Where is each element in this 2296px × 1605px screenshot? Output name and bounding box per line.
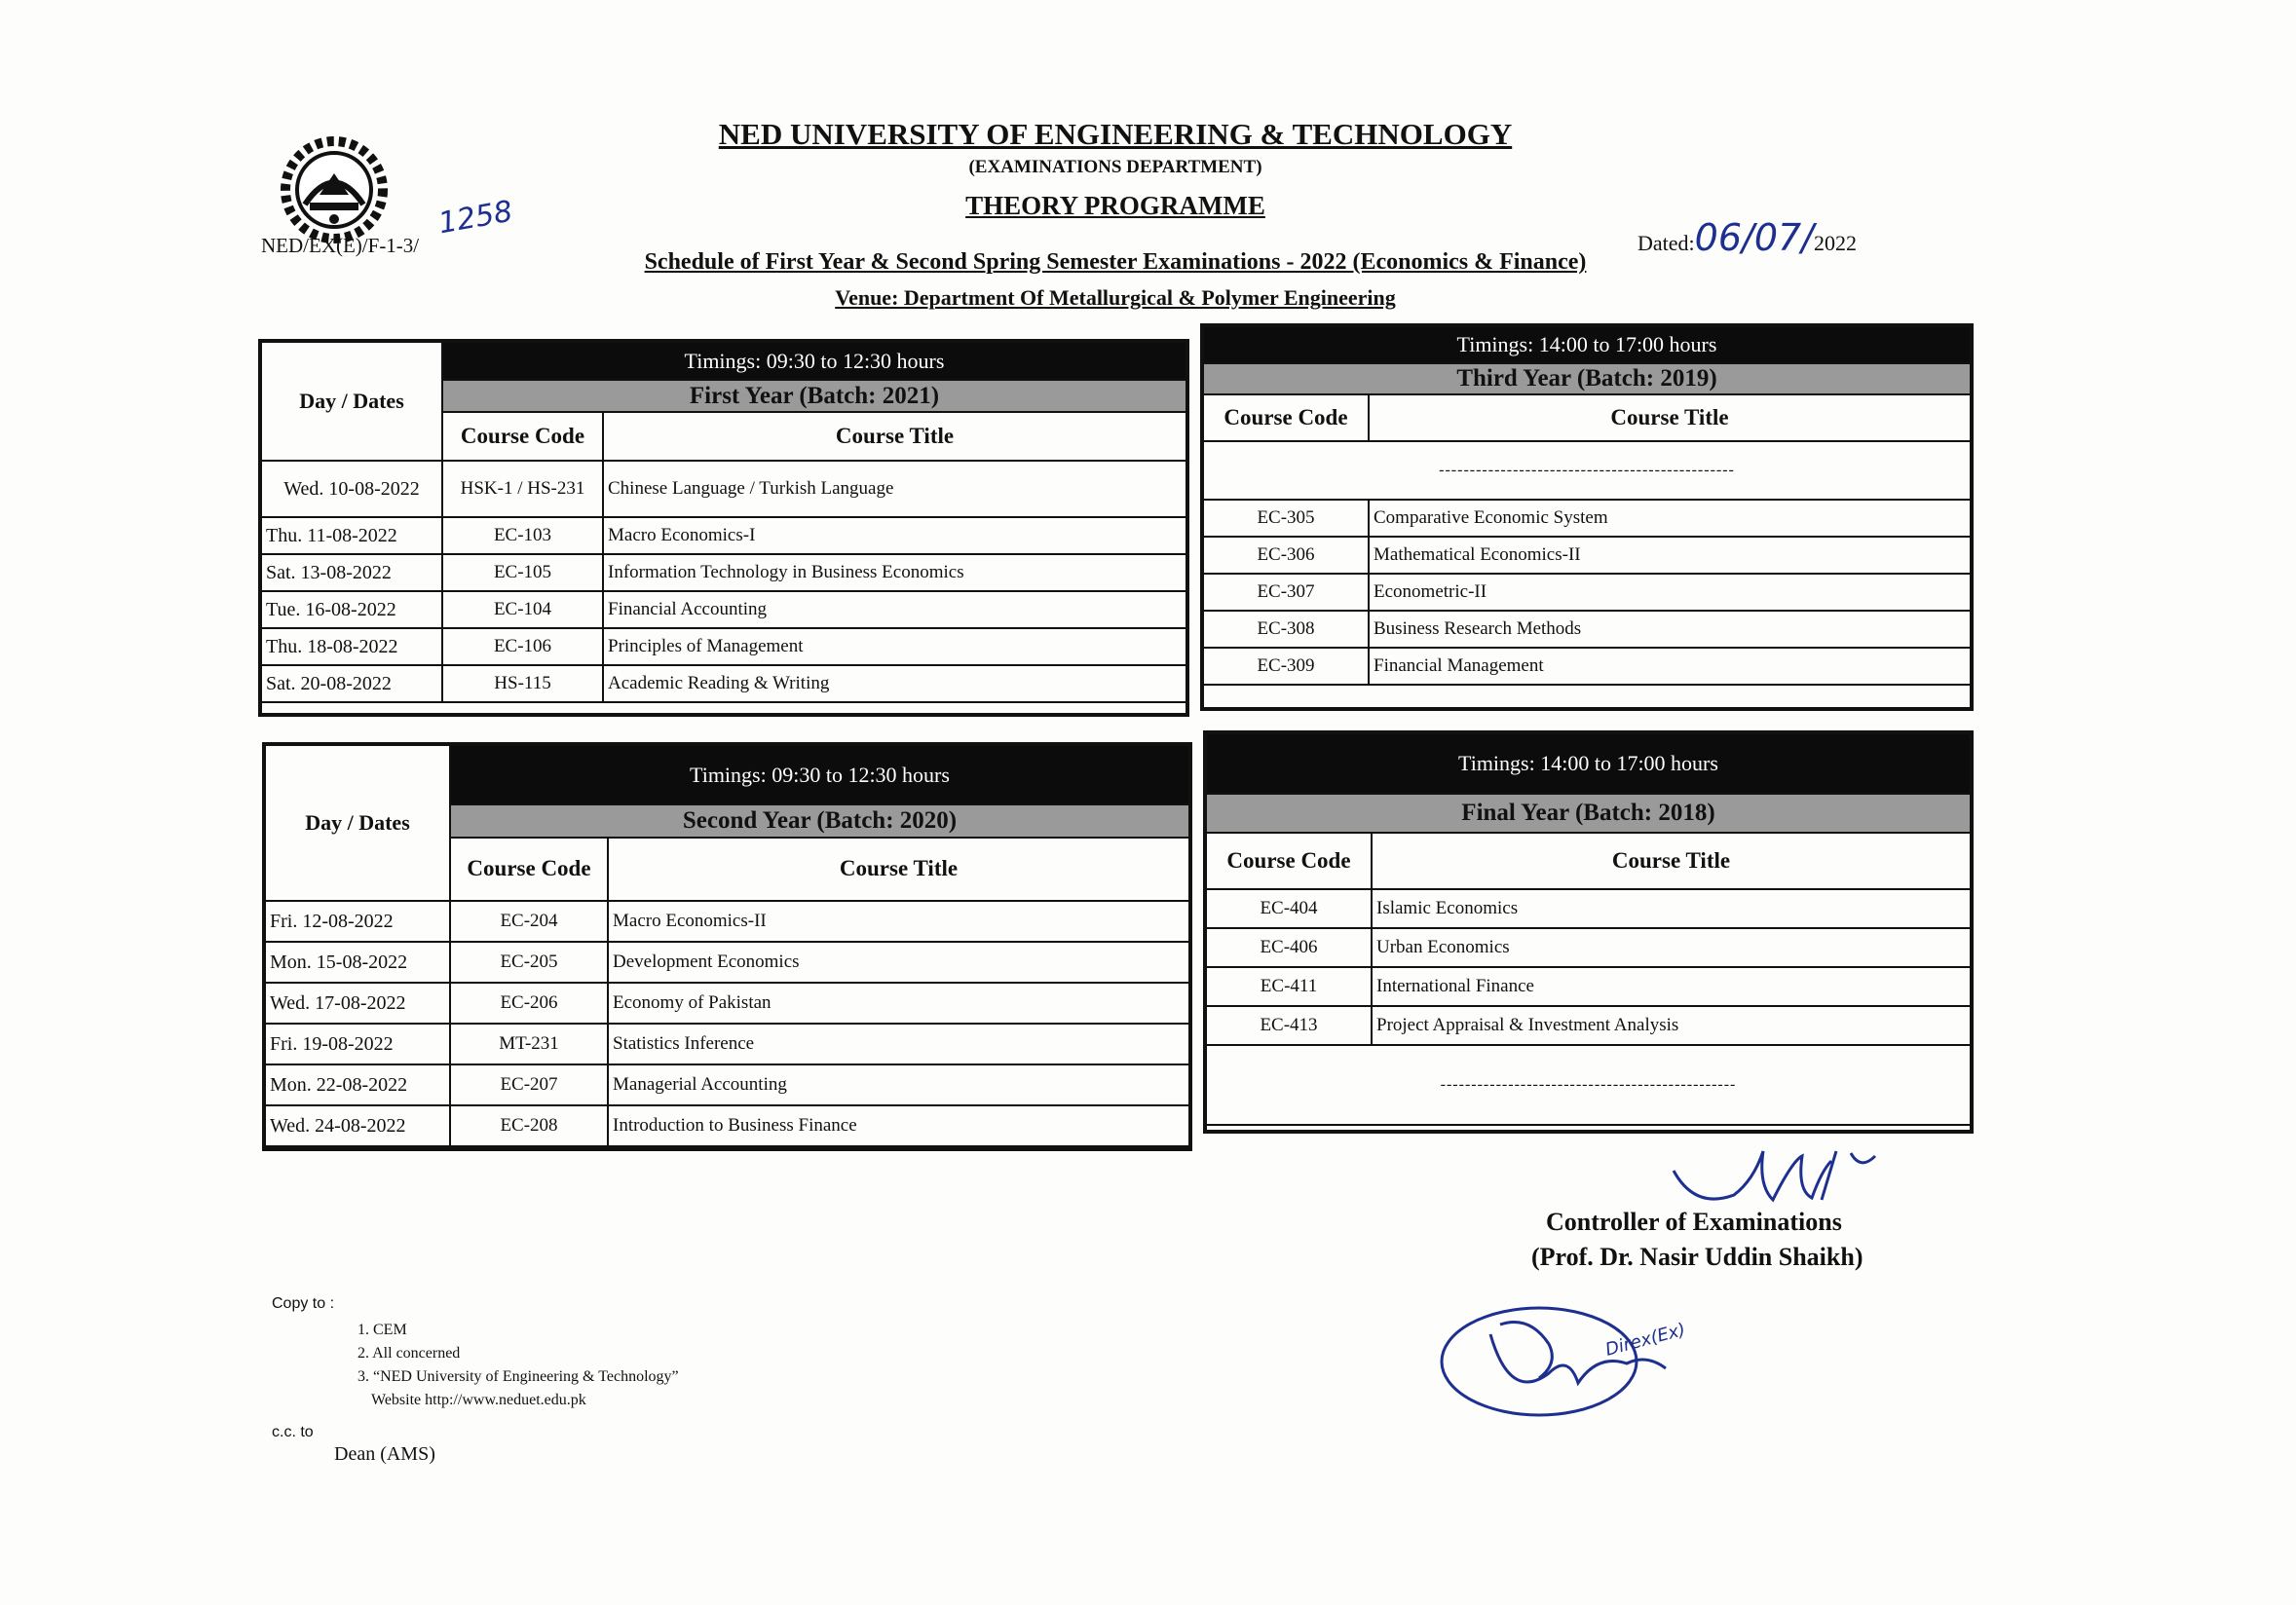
schedule-title: Schedule of First Year & Second Spring Semester Examinations - 2022 (Economics & Finance) [644, 249, 1587, 275]
first-year-batch: First Year (Batch: 2021) [442, 380, 1186, 412]
table-row [1203, 394, 1971, 441]
table-cell: Mon. 15-08-2022 [265, 942, 450, 983]
table-row [265, 983, 1189, 1024]
table-cell: Econometric-II [1369, 574, 1971, 611]
table-row [261, 517, 1186, 554]
table-row [265, 1024, 1189, 1064]
table-row [1206, 833, 1971, 889]
course-title-header: Course Title [1372, 833, 1971, 889]
day-dates-header: Day / Dates [261, 342, 442, 461]
stamp-signature [1432, 1295, 1685, 1422]
course-title-header: Course Title [1369, 394, 1971, 441]
morning-timing: Timings: 09:30 to 12:30 hours [442, 342, 1186, 380]
table-cell: Macro Economics-II [608, 901, 1189, 942]
second-year-table [262, 742, 1192, 1151]
table-cell: EC-305 [1203, 500, 1369, 537]
handwritten-reference: 1258 [435, 194, 515, 242]
table-cell: Wed. 17-08-2022 [265, 983, 450, 1024]
table-row [1203, 648, 1971, 685]
table-row [1206, 967, 1971, 1006]
table-cell: Thu. 11-08-2022 [261, 517, 442, 554]
table-row [1206, 794, 1971, 833]
table-cell: Mathematical Economics-II [1369, 537, 1971, 574]
final-year-batch: Final Year (Batch: 2018) [1206, 794, 1971, 833]
table-cell: Fri. 12-08-2022 [265, 901, 450, 942]
table-cell: Business Research Methods [1369, 611, 1971, 648]
course-title-header: Course Title [603, 412, 1186, 461]
table-row [265, 745, 1189, 804]
table-cell: MT-231 [450, 1024, 608, 1064]
third-year-batch: Third Year (Batch: 2019) [1203, 363, 1971, 394]
dated: Dated:06/07/2022 [1637, 216, 1857, 259]
table-cell: Managerial Accounting [608, 1064, 1189, 1105]
table-cell: International Finance [1372, 967, 1971, 1006]
table-row [1206, 733, 1971, 794]
table-cell: Urban Economics [1372, 928, 1971, 967]
table-cell: EC-105 [442, 554, 603, 591]
table-cell: Information Technology in Business Economics [603, 554, 1186, 591]
list-item: 1. CEM [358, 1322, 407, 1338]
table-row [1206, 1045, 1971, 1125]
table-row [1203, 611, 1971, 648]
table-cell: EC-208 [450, 1105, 608, 1146]
table-row [1206, 889, 1971, 928]
controller-name: (Prof. Dr. Nasir Uddin Shaikh) [1531, 1243, 1863, 1271]
handwritten-date: 06/07/ [1694, 216, 1814, 259]
afternoon-timing: Timings: 14:00 to 17:00 hours [1206, 733, 1971, 794]
table-cell: Sat. 20-08-2022 [261, 665, 442, 702]
table-cell: Introduction to Business Finance [608, 1105, 1189, 1146]
table-cell: Mon. 22-08-2022 [265, 1064, 450, 1105]
table-cell: Thu. 18-08-2022 [261, 628, 442, 665]
copy-list [358, 1319, 679, 1412]
table-row [1203, 441, 1971, 500]
table-row [261, 461, 1186, 517]
table-cell: EC-411 [1206, 967, 1372, 1006]
table-cell: EC-406 [1206, 928, 1372, 967]
controller-title: Controller of Examinations [1546, 1208, 1842, 1236]
table-cell: Economy of Pakistan [608, 983, 1189, 1024]
table-row [265, 1064, 1189, 1105]
programme-title: THEORY PROGRAMME [965, 191, 1265, 220]
table-cell: Macro Economics-I [603, 517, 1186, 554]
table-cell: EC-104 [442, 591, 603, 628]
table-cell: Fri. 19-08-2022 [265, 1024, 450, 1064]
day-dates-header: Day / Dates [265, 745, 450, 901]
table-row [1203, 363, 1971, 394]
final-year-table [1203, 730, 1974, 1134]
table-cell: EC-206 [450, 983, 608, 1024]
table-row [1206, 928, 1971, 967]
table-row [261, 591, 1186, 628]
table-cell: EC-306 [1203, 537, 1369, 574]
table-cell: HSK-1 / HS-231 [442, 461, 603, 517]
department-name: (EXAMINATIONS DEPARTMENT) [968, 157, 1262, 177]
svg-text:Direx(Ex): Direx(Ex) [1602, 1319, 1685, 1361]
empty-slot: ------------------------------------------------ [1203, 441, 1971, 500]
table-cell: EC-309 [1203, 648, 1369, 685]
course-code-header: Course Code [450, 838, 608, 901]
university-logo [281, 136, 388, 243]
table-cell: Statistics Inference [608, 1024, 1189, 1064]
table-cell: Wed. 24-08-2022 [265, 1105, 450, 1146]
course-code-header: Course Code [1206, 833, 1372, 889]
table-cell: Tue. 16-08-2022 [261, 591, 442, 628]
table-cell: Islamic Economics [1372, 889, 1971, 928]
table-cell: EC-204 [450, 901, 608, 942]
table-cell: EC-404 [1206, 889, 1372, 928]
table-cell: EC-413 [1206, 1006, 1372, 1045]
table-row [1203, 537, 1971, 574]
morning-timing: Timings: 09:30 to 12:30 hours [450, 745, 1189, 804]
table-cell: EC-308 [1203, 611, 1369, 648]
table-row [265, 1105, 1189, 1146]
first-year-table [258, 339, 1189, 717]
table-row [265, 942, 1189, 983]
table-cell: Chinese Language / Turkish Language [603, 461, 1186, 517]
table-cell: Academic Reading & Writing [603, 665, 1186, 702]
table-cell: EC-106 [442, 628, 603, 665]
table-cell: HS-115 [442, 665, 603, 702]
table-cell: EC-205 [450, 942, 608, 983]
course-code-header: Course Code [442, 412, 603, 461]
list-item: 2. All concerned [358, 1345, 461, 1362]
university-name: NED UNIVERSITY OF ENGINEERING & TECHNOLOGY [718, 117, 1513, 151]
table-cell: Project Appraisal & Investment Analysis [1372, 1006, 1971, 1045]
afternoon-timing: Timings: 14:00 to 17:00 hours [1203, 326, 1971, 363]
cc-dean: Dean (AMS) [334, 1443, 435, 1465]
table-cell: Comparative Economic System [1369, 500, 1971, 537]
table-cell: Financial Accounting [603, 591, 1186, 628]
table-cell: Wed. 10-08-2022 [261, 461, 442, 517]
third-year-table [1200, 323, 1974, 711]
table-row [261, 628, 1186, 665]
reference-number: NED/EX(E)/F-1-3/ [261, 234, 420, 257]
table-row [1206, 1006, 1971, 1045]
table-row [261, 665, 1186, 702]
list-item: Website http://www.neduet.edu.pk [371, 1392, 586, 1408]
cc-to-label: c.c. to [272, 1424, 314, 1440]
table-cell: Sat. 13-08-2022 [261, 554, 442, 591]
table-row [1203, 326, 1971, 363]
table-cell: Development Economics [608, 942, 1189, 983]
table-cell: EC-307 [1203, 574, 1369, 611]
table-row [261, 554, 1186, 591]
table-cell: EC-103 [442, 517, 603, 554]
copy-to-label: Copy to : [272, 1295, 335, 1312]
course-code-header: Course Code [1203, 394, 1369, 441]
table-row [1203, 500, 1971, 537]
list-item: 3. “NED University of Engineering & Technology” [358, 1368, 679, 1385]
course-title-header: Course Title [608, 838, 1189, 901]
second-year-batch: Second Year (Batch: 2020) [450, 804, 1189, 838]
table-cell: Financial Management [1369, 648, 1971, 685]
venue: Venue: Department Of Metallurgical & Polymer Engineering [835, 285, 1396, 310]
table-cell: EC-207 [450, 1064, 608, 1105]
empty-slot: ------------------------------------------------ [1206, 1045, 1971, 1125]
table-cell: Principles of Management [603, 628, 1186, 665]
table-row [261, 342, 1186, 380]
table-row [1203, 574, 1971, 611]
table-row [265, 901, 1189, 942]
